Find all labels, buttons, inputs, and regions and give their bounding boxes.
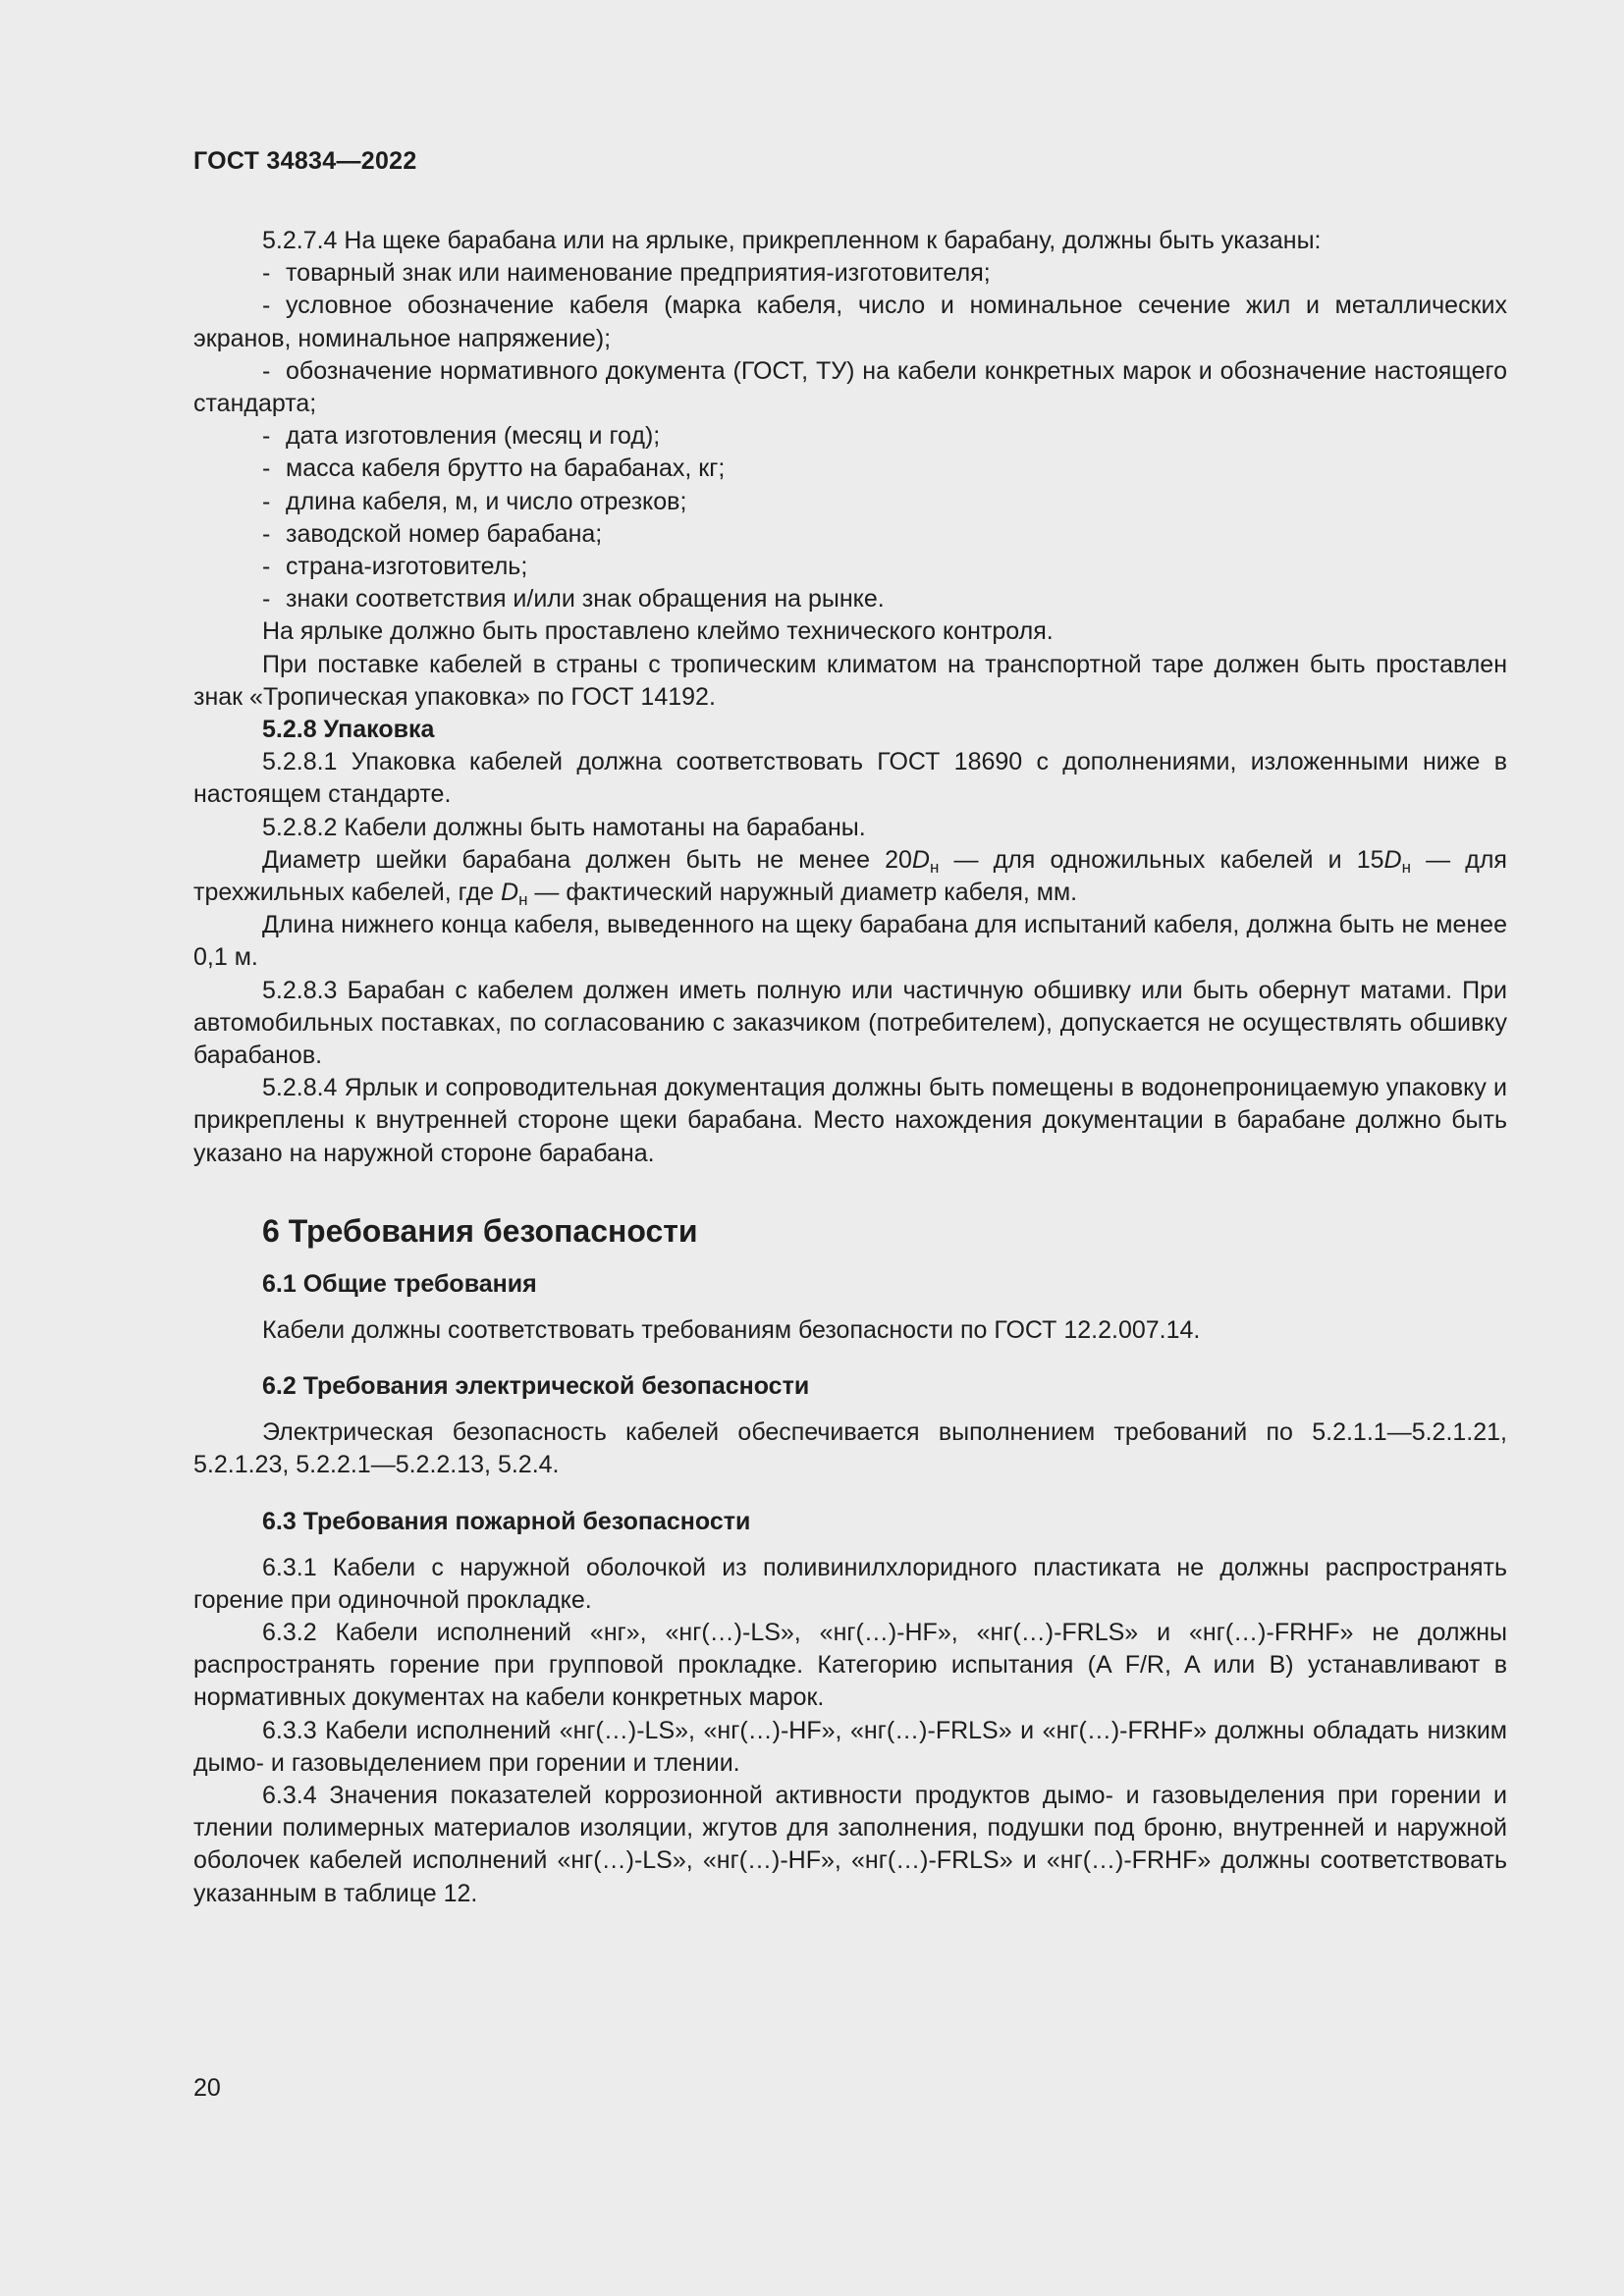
list-item: - длина кабеля, м, и число отрезков; — [193, 486, 1507, 518]
marking-list — [193, 257, 1507, 615]
list-item: - масса кабеля брутто на барабанах, кг; — [193, 453, 1507, 485]
list-dash: - — [262, 519, 271, 548]
list-item: - страна-изготовитель; — [193, 551, 1507, 583]
list-dash: - — [262, 292, 271, 320]
packing-p1: 5.2.8.1 Упаковка кабелей должна соответствовать ГОСТ 18690 с дополнениями, изложенными ниже в настоящем стандарте. — [193, 748, 1507, 809]
list-dash: - — [262, 454, 271, 483]
list-dash: - — [262, 553, 271, 581]
fire-p3: 6.3.3 Кабели исполнений «нг(…)-LS», «нг(…)-HF», «нг(…)-FRLS» и «нг(…)-FRHF» должны обладать низким дымо- и газовыделением при горении и тлении. — [193, 1716, 1507, 1777]
section-title: 6 Требования безопасности — [262, 1212, 698, 1249]
document-code-header: ГОСТ 34834—2022 — [193, 147, 417, 175]
cable-end-paragraph: Длина нижнего конца кабеля, выведенного на щеку барабана для испытаний кабеля, должна быть не менее 0,1 м. — [193, 911, 1507, 972]
fire-p4: 6.3.4 Значения показателей коррозионной активности продуктов дымо- и газовыделения при горении и тлении полимерных материалов изоляции, жгутов для заполнения, подушки под броню, внутренней и наружной оболочек кабелей исполнений «нг(…)-LS», «нг(…)-HF», «нг(…)-FRLS» и «нг(…)-FRHF» должны соответствовать указанным в таблице 12. — [193, 1781, 1507, 1907]
general-requirements-text: Кабели должны соответствовать требованиям безопасности по ГОСТ 12.2.007.14. — [262, 1315, 1201, 1344]
packing-p2: 5.2.8.2 Кабели должны быть намотаны на барабаны. — [262, 813, 866, 841]
subsection-title-fire: 6.3 Требования пожарной безопасности — [262, 1507, 751, 1535]
list-dash: - — [262, 356, 271, 385]
list-dash: - — [262, 487, 271, 515]
list-dash: - — [262, 585, 271, 614]
drum-diameter-paragraph: Диаметр шейки барабана должен быть не менее $20D_н$ — для одножильных кабелей и $15D_н$ — для трехжильных кабелей, где $D_н$ — фактический наружный диаметр кабеля, мм. — [193, 845, 1507, 910]
list-item: - заводской номер барабана; — [193, 518, 1507, 551]
list-item: - условное обозначение кабеля (марка кабеля, число и номинальное сечение жил и металлических экранов, номинальное напряжение); — [193, 292, 1507, 352]
list-item: - дата изготовления (месяц и год); — [193, 420, 1507, 453]
list-dash: - — [262, 422, 271, 451]
fire-p2: 6.3.2 Кабели исполнений «нг», «нг(…)-LS», «нг(…)-HF», «нг(…)-FRLS» и «нг(…)-FRHF» не должны распространять горение при групповой прокладке. Категорию испытания (A F/R, A или B) устанавливают в нормативных документах на кабели конкретных марок. — [193, 1618, 1507, 1712]
marking-intro: 5.2.7.4 На щеке барабана или на ярлыке, прикрепленном к барабану, должны быть указаны: — [262, 227, 1322, 254]
fire-p1: 6.3.1 Кабели с наружной оболочкой из поливинилхлоридного пластиката не должны распространять горение при одиночной прокладке. — [193, 1553, 1507, 1614]
tropical-note: При поставке кабелей в страны с тропическим климатом на транспортной таре должен быть проставлен знак «Тропическая упаковка» по ГОСТ 14192. — [193, 650, 1507, 711]
packing-p4: 5.2.8.4 Ярлык и сопроводительная документация должны быть помещены в водонепроницаемую упаковку и прикреплены к внутренней стороне щеки барабана. Место нахождения документации в барабане должно быть указано на наружной стороне барабана. — [193, 1074, 1507, 1167]
page-number: 20 — [193, 2074, 221, 2102]
subsection-title-electric: 6.2 Требования электрической безопасности — [262, 1372, 810, 1401]
list-item: - обозначение нормативного документа (ГОСТ, ТУ) на кабели конкретных марок и обозначение настоящего стандарта; — [193, 356, 1507, 418]
list-dash: - — [262, 259, 271, 288]
packing-title: 5.2.8 Упаковка — [262, 716, 435, 744]
stamp-note: На ярлыке должно быть проставлено клеймо технического контроля. — [262, 617, 1054, 646]
electric-safety-text: Электрическая безопасность кабелей обеспечивается выполнением требований по 5.2.1.1—5.2.1.21, 5.2.1.23, 5.2.2.1—5.2.2.13, 5.2.4. — [193, 1418, 1507, 1479]
document-body — [193, 225, 1507, 1910]
packing-p3: 5.2.8.3 Барабан с кабелем должен иметь полную или частичную обшивку или быть обернут матами. При автомобильных поставках, по согласованию с заказчиком (потребителем), допускается не осуществлять обшивку барабанов. — [193, 976, 1507, 1070]
list-item: - товарный знак или наименование предприятия-изготовителя; — [193, 257, 1507, 290]
subsection-title-general: 6.1 Общие требования — [262, 1269, 537, 1298]
list-item: - знаки соответствия и/или знак обращения на рынке. — [193, 583, 1507, 615]
